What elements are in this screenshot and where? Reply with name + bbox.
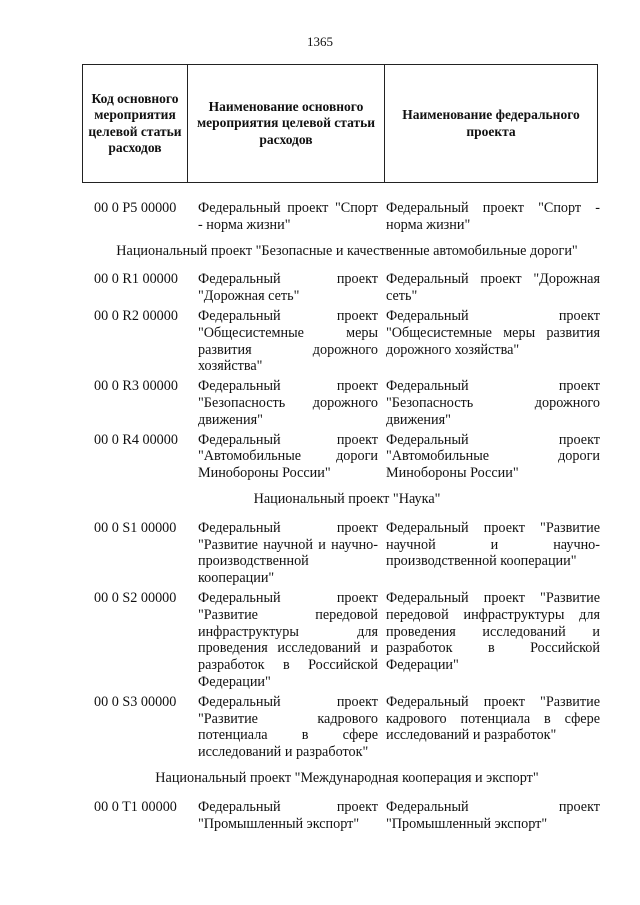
table-row (94, 271, 600, 305)
row-federal-project: Федеральный проект "Автомобильные дороги Минобороны России" (386, 431, 600, 482)
row-code: 00 0 S1 00000 (94, 519, 177, 536)
row-code: 00 0 R1 00000 (94, 271, 178, 288)
row-code: 00 0 T1 00000 (94, 798, 177, 815)
row-event-name: Федеральный проект "Промышленный экспорт" (198, 798, 378, 832)
row-federal-project: Федеральный проект "Общесистемные меры развития дорожного хозяйства" (386, 307, 600, 358)
row-code: 00 0 P5 00000 (94, 200, 177, 216)
row-federal-project: Федеральный проект "Развитие научной и научно-производственной кооперации" (386, 519, 600, 570)
table-body (94, 200, 600, 835)
row-code: 00 0 R2 00000 (94, 307, 178, 324)
table-row (94, 799, 600, 833)
table-row (94, 200, 600, 234)
table-row (94, 520, 600, 587)
header-federal-project-column: Наименование федерального проекта (402, 107, 580, 139)
table-row (94, 590, 600, 691)
row-event-name: Федеральный проект "Дорожная сеть" (198, 271, 378, 305)
header-event-name-column: Наименование основного мероприятия целевой статьи расходов (188, 65, 385, 182)
row-event-name: Федеральный проект "Развитие научной и научно-производственной кооперации" (198, 519, 378, 587)
table-row (94, 378, 600, 428)
table-row (94, 308, 600, 375)
table-row (94, 694, 600, 761)
row-federal-project: Федеральный проект "Развитие передовой инфраструктуры для проведения исследований и разработок в Российской Федерации" (386, 589, 600, 674)
table-row (94, 432, 600, 482)
row-federal-project: Федеральный проект "Спорт - норма жизни" (386, 200, 600, 233)
row-code: 00 0 R3 00000 (94, 378, 178, 395)
section-title: Национальный проект "Международная кооперация и экспорт" (155, 769, 539, 786)
section-title: Национальный проект "Наука" (253, 490, 441, 507)
row-federal-project: Федеральный проект "Безопасность дорожного движения" (386, 378, 600, 428)
row-event-name: Федеральный проект "Спорт - норма жизни" (198, 200, 378, 233)
page-number: 1365 (307, 34, 333, 49)
row-federal-project: Федеральный проект "Дорожная сеть" (386, 271, 600, 305)
table-header (82, 64, 598, 183)
row-event-name: Федеральный проект "Развитие передовой инфраструктуры для проведения исследований и разработок в Российской Федерации" (198, 589, 378, 690)
row-event-name: Федеральный проект "Автомобильные дороги Минобороны России" (198, 431, 378, 482)
row-code: 00 0 S3 00000 (94, 693, 177, 710)
row-code: 00 0 S2 00000 (94, 589, 177, 606)
row-event-name: Федеральный проект "Безопасность дорожного движения" (198, 378, 378, 428)
header-code-column: Код основного мероприятия целевой статьи расходов (83, 65, 188, 182)
row-federal-project: Федеральный проект "Промышленный экспорт" (386, 798, 600, 832)
row-code: 00 0 R4 00000 (94, 431, 178, 448)
row-federal-project: Федеральный проект "Развитие кадрового потенциала в сфере исследований и разработок" (386, 693, 600, 744)
row-event-name: Федеральный проект "Развитие кадрового потенциала в сфере исследований и разработок" (198, 693, 378, 761)
section-title: Национальный проект "Безопасные и качественные автомобильные дороги" (116, 242, 578, 259)
row-event-name: Федеральный проект "Общесистемные меры развития дорожного хозяйства" (198, 307, 378, 375)
